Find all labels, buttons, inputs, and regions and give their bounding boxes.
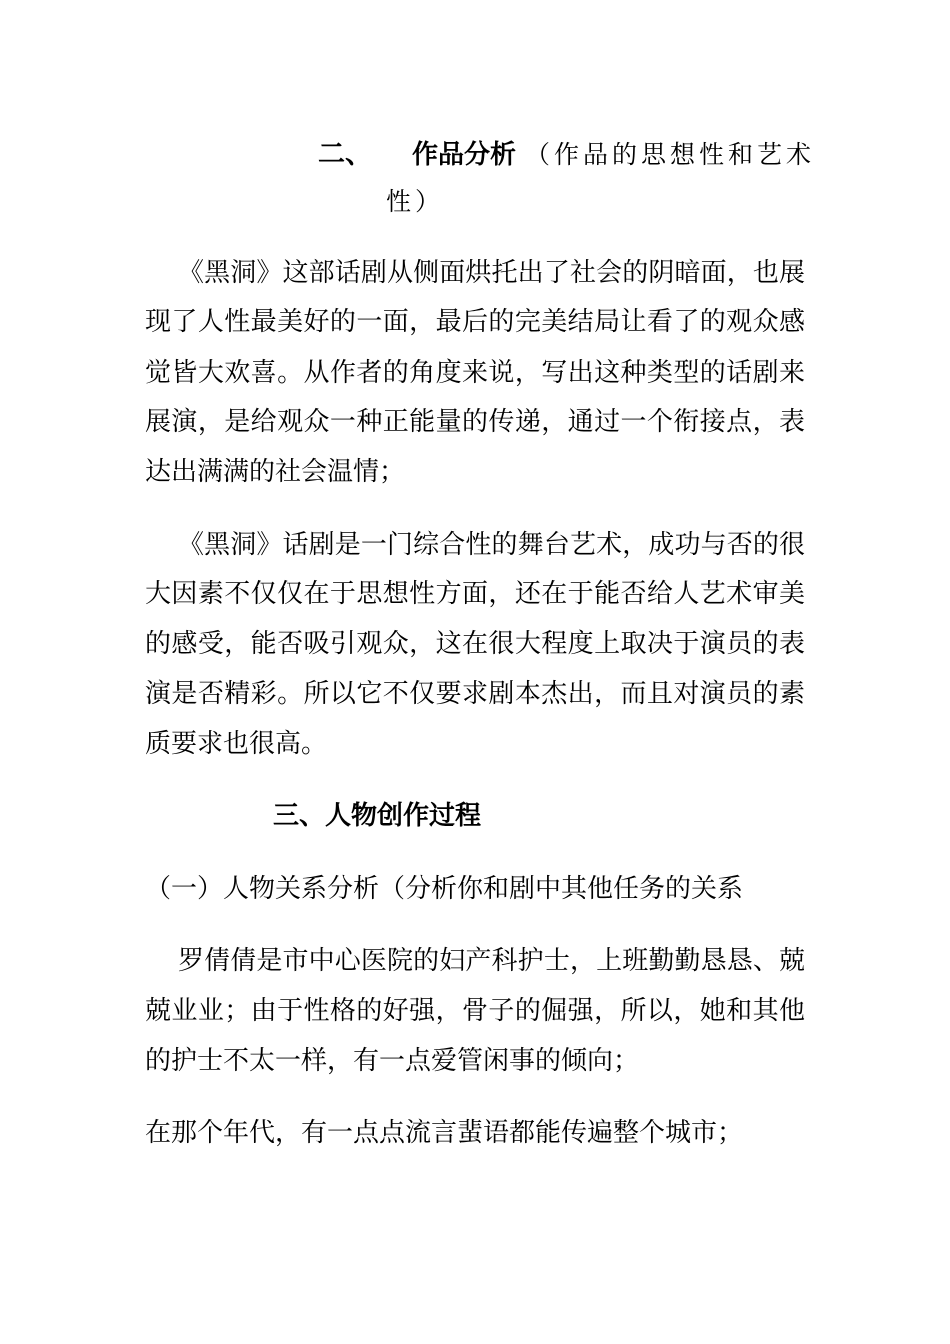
para1-line-1: 《黑洞》这部话剧从侧面烘托出了社会的阴暗面，也展 (178, 258, 805, 288)
para1-line-5: 达出满满的社会温情； (145, 457, 406, 487)
para3-line-3: 的护士不太一样，有一点爱管闲事的倾向； (145, 1046, 640, 1076)
para3-line-2: 兢业业；由于性格的好强，骨子的倔强，所以，她和其他 (145, 996, 805, 1026)
section-2-number: 二、 (318, 139, 372, 170)
para2-line-2: 大因素不仅仅在于思想性方面，还在于能否给人艺术审美 (145, 579, 805, 609)
para1-line-4: 展演，是给观众一种正能量的传递，通过一个衔接点，表 (145, 407, 805, 437)
para2-line-3: 的感受，能否吸引观众，这在很大程度上取决于演员的表 (145, 629, 805, 659)
section-2-title: 作品分析 (412, 140, 517, 170)
para1-line-2: 现了人性最美好的一面，最后的完美结局让看了的观众感 (145, 307, 805, 337)
para2-line-1: 《黑洞》话剧是一门综合性的舞台艺术，成功与否的很 (178, 530, 805, 560)
section-2-subtitle-line1: （作品的思想性和艺术 (525, 140, 816, 169)
para2-line-5: 质要求也很高。 (145, 729, 328, 759)
section-2-subtitle-line2: 性） (386, 187, 445, 216)
para3-line-1: 罗倩倩是市中心医院的妇产科护士，上班勤勤恳恳、兢 (178, 946, 805, 976)
subsection-1-title: （一）人物关系分析（分析你和剧中其他任务的关系 (145, 874, 744, 904)
para4-line-1: 在那个年代，有一点点流言蜚语都能传遍整个城市； (145, 1118, 744, 1148)
section-3-title: 三、人物创作过程 (273, 801, 482, 831)
para2-line-4: 演是否精彩。所以它不仅要求剧本杰出，而且对演员的素 (145, 679, 805, 709)
para1-line-3: 觉皆大欢喜。从作者的角度来说，写出这种类型的话剧来 (145, 358, 805, 388)
